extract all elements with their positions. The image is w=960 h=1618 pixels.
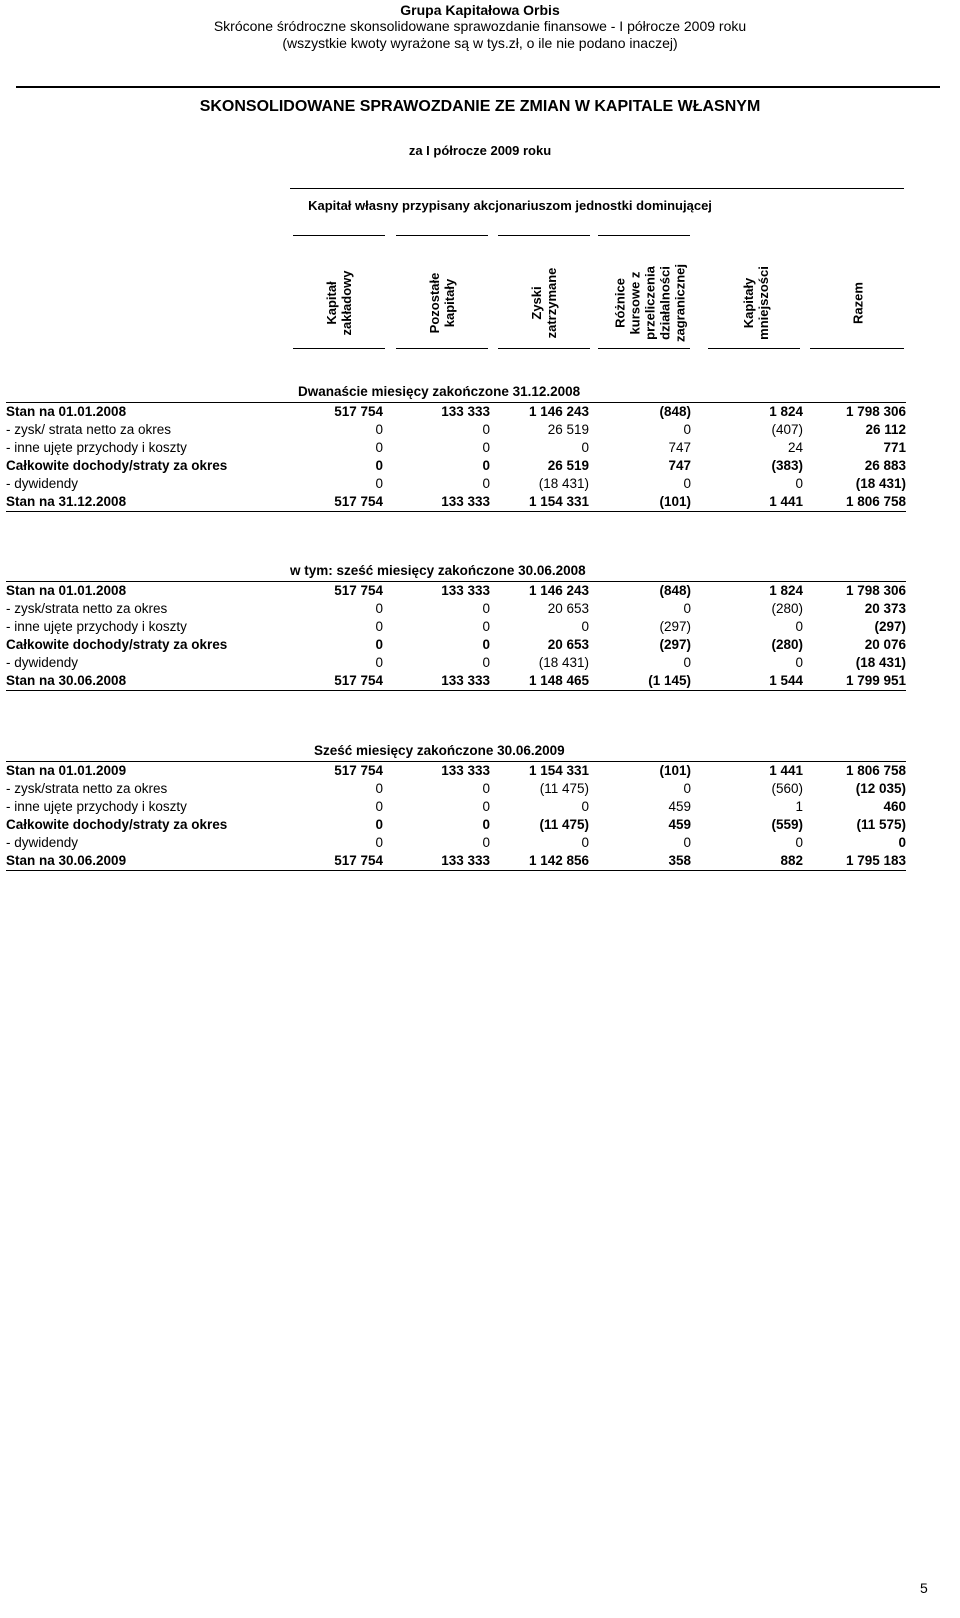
table-cell: (18 431) [855, 655, 906, 670]
table-cell: 0 [795, 476, 803, 491]
table-cell: 771 [883, 440, 906, 455]
table-cell: 24 [787, 440, 803, 455]
col-header-rule [293, 348, 385, 349]
group-header: Kapitał własny przypisany akcjonariuszom jednostki dominującej [308, 198, 712, 213]
units-note: (wszystkie kwoty wyrażone są w tys.zł, o ile nie podano inaczej) [282, 35, 678, 51]
table-cell: 0 [375, 817, 383, 832]
col-header-rule [396, 348, 488, 349]
table-cell: 1 798 306 [845, 404, 906, 419]
table-row [6, 457, 906, 475]
report-name: Skrócone śródroczne skonsolidowane sprawozdanie finansowe - I półrocze 2009 roku [213, 18, 747, 34]
table-cell: 1 799 951 [845, 673, 906, 688]
row-label: - zysk/strata netto za okres [6, 781, 168, 796]
group-rule [598, 235, 690, 236]
table-row [6, 402, 906, 421]
table-cell: 26 519 [547, 458, 589, 473]
table-cell: 0 [683, 476, 691, 491]
table-cell: 0 [683, 601, 691, 616]
table-cell: 882 [780, 853, 803, 868]
table-row [6, 600, 906, 618]
table-row [6, 618, 906, 636]
table-cell: 517 754 [334, 763, 383, 778]
row-label: - inne ujęte przychody i koszty [6, 440, 187, 455]
table-cell: 133 333 [441, 673, 490, 688]
table-cell: 1 441 [769, 763, 803, 778]
table-cell: 26 883 [864, 458, 906, 473]
table-cell: 0 [581, 799, 589, 814]
table-cell: 133 333 [441, 583, 490, 598]
group-rule [498, 235, 590, 236]
table-cell: 0 [375, 799, 383, 814]
page-number: 5 [920, 1580, 928, 1596]
col-header-rule [598, 348, 690, 349]
table-row [6, 852, 906, 871]
col-header-minority: Kapitały mniejszości [741, 266, 771, 340]
table-cell: 0 [482, 835, 490, 850]
table-cell: 133 333 [441, 404, 490, 419]
table-cell: (383) [771, 458, 803, 473]
row-label: Całkowite dochody/straty za okres [6, 458, 228, 473]
col-header-fx-differences: Różnice kursowe z przeliczenia działalności zagranicznej [612, 263, 688, 343]
row-label: Stan na 01.01.2008 [6, 583, 127, 598]
section-table [6, 402, 906, 512]
table-cell: (280) [771, 637, 803, 652]
table-cell: (11 475) [539, 817, 589, 832]
table-cell: 26 112 [865, 422, 906, 437]
table-row [6, 654, 906, 672]
table-cell: 459 [668, 799, 691, 814]
table-cell: 1 154 331 [528, 763, 589, 778]
table-cell: 0 [482, 601, 490, 616]
table-cell: 517 754 [334, 673, 383, 688]
table-cell: 0 [795, 835, 803, 850]
table-cell: (297) [874, 619, 906, 634]
section-table [6, 581, 906, 691]
table-cell: 0 [482, 440, 490, 455]
statement-subtitle: za I półrocze 2009 roku [408, 143, 552, 158]
group-rule [293, 235, 385, 236]
table-cell: (280) [771, 601, 803, 616]
row-label: Stan na 31.12.2008 [6, 494, 127, 509]
table-cell: 0 [482, 637, 490, 652]
table-cell: 0 [482, 655, 490, 670]
table-cell: 0 [482, 476, 490, 491]
table-cell: 0 [683, 781, 691, 796]
table-cell: 0 [375, 655, 383, 670]
table-cell: 0 [375, 440, 383, 455]
table-cell: 20 373 [864, 601, 906, 616]
table-cell: 1 795 183 [845, 853, 906, 868]
table-cell: 1 148 465 [528, 673, 589, 688]
table-cell: 747 [668, 458, 691, 473]
table-cell: 0 [375, 458, 383, 473]
table-cell: 517 754 [334, 853, 383, 868]
row-label: - dywidendy [6, 476, 79, 491]
table-cell: 747 [668, 440, 691, 455]
table-cell: 0 [375, 835, 383, 850]
table-row [6, 780, 906, 798]
company-name: Grupa Kapitałowa Orbis [400, 2, 560, 18]
table-cell: 20 653 [547, 601, 589, 616]
table-row [6, 493, 906, 512]
row-label: - inne ujęte przychody i koszty [6, 619, 187, 634]
table-cell: (18 431) [855, 476, 906, 491]
col-header-retained-earnings: Zyski zatrzymane [529, 267, 559, 339]
table-cell: 1 824 [769, 583, 803, 598]
table-cell: (101) [659, 763, 691, 778]
table-cell: 0 [482, 619, 490, 634]
table-cell: 133 333 [441, 853, 490, 868]
table-row [6, 834, 906, 852]
table-cell: 0 [795, 619, 803, 634]
table-cell: (1 145) [648, 673, 691, 688]
table-cell: 0 [375, 619, 383, 634]
table-cell: 1 806 758 [845, 763, 906, 778]
row-label: Stan na 01.01.2008 [6, 404, 127, 419]
table-cell: (12 035) [855, 781, 906, 796]
col-header-rule [498, 348, 590, 349]
table-cell: 26 519 [547, 422, 589, 437]
row-label: - zysk/ strata netto za okres [6, 422, 172, 437]
table-row [6, 672, 906, 691]
table-cell: 0 [581, 619, 589, 634]
table-cell: 1 544 [769, 673, 803, 688]
table-cell: 460 [883, 799, 906, 814]
table-cell: 1 146 243 [528, 583, 589, 598]
table-cell: (101) [659, 494, 691, 509]
row-label: Stan na 30.06.2009 [6, 853, 127, 868]
table-cell: (848) [659, 583, 691, 598]
header-rule [16, 86, 940, 88]
col-header-rule [708, 348, 800, 349]
row-label: - inne ujęte przychody i koszty [6, 799, 187, 814]
column-header-top-rule [290, 188, 904, 189]
table-cell: 0 [375, 781, 383, 796]
table-cell: (848) [659, 404, 691, 419]
table-cell: 133 333 [441, 494, 490, 509]
table-cell: 1 142 856 [528, 853, 589, 868]
col-header-total: Razem [850, 282, 866, 324]
table-cell: 0 [683, 655, 691, 670]
table-row [6, 475, 906, 493]
table-cell: (297) [659, 619, 691, 634]
table-cell: 1 [795, 799, 803, 814]
table-cell: 0 [683, 422, 691, 437]
table-cell: 1 154 331 [528, 494, 589, 509]
row-label: Całkowite dochody/straty za okres [6, 637, 228, 652]
table-cell: (297) [659, 637, 691, 652]
table-cell: 1 441 [769, 494, 803, 509]
table-cell: 1 798 306 [845, 583, 906, 598]
row-label: Stan na 30.06.2008 [6, 673, 127, 688]
table-row [6, 421, 906, 439]
table-cell: 0 [795, 655, 803, 670]
table-cell: 459 [668, 817, 691, 832]
group-rule [396, 235, 488, 236]
table-cell: 0 [482, 458, 490, 473]
table-cell: (11 575) [856, 817, 906, 832]
table-cell: 1 806 758 [845, 494, 906, 509]
col-header-share-capital: Kapitał zakładowy [324, 270, 354, 336]
section-table [6, 761, 906, 871]
col-header-rule [810, 348, 904, 349]
table-cell: (560) [771, 781, 803, 796]
table-cell: 133 333 [441, 763, 490, 778]
table-cell: (11 475) [539, 781, 589, 796]
table-row [6, 636, 906, 654]
table-cell: (559) [771, 817, 803, 832]
table-cell: 0 [581, 440, 589, 455]
statement-title: SKONSOLIDOWANE SPRAWOZDANIE ZE ZMIAN W KAPITALE WŁASNYM [199, 98, 761, 115]
table-cell: (407) [771, 422, 803, 437]
table-row [6, 581, 906, 600]
table-cell: 0 [482, 817, 490, 832]
row-label: Stan na 01.01.2009 [6, 763, 127, 778]
row-label: - zysk/strata netto za okres [6, 601, 168, 616]
table-cell: 0 [482, 799, 490, 814]
table-cell: 20 076 [864, 637, 906, 652]
row-label: - dywidendy [6, 835, 79, 850]
table-row [6, 816, 906, 834]
table-cell: 358 [668, 853, 691, 868]
table-cell: 0 [482, 422, 490, 437]
table-cell: 0 [375, 601, 383, 616]
table-cell: 1 146 243 [528, 404, 589, 419]
row-label: Całkowite dochody/straty za okres [6, 817, 228, 832]
table-cell: 1 824 [769, 404, 803, 419]
table-row [6, 439, 906, 457]
table-row [6, 798, 906, 816]
table-cell: 0 [375, 422, 383, 437]
table-row [6, 761, 906, 780]
table-cell: 517 754 [334, 404, 383, 419]
table-cell: 0 [375, 476, 383, 491]
table-cell: (18 431) [538, 476, 589, 491]
table-cell: 0 [683, 835, 691, 850]
col-header-other-capital: Pozostałe kapitały [427, 272, 457, 334]
table-cell: 517 754 [334, 583, 383, 598]
table-cell: 0 [898, 835, 906, 850]
table-cell: 0 [581, 835, 589, 850]
table-cell: 20 653 [547, 637, 589, 652]
section-title: w tym: sześć miesięcy zakończone 30.06.2008 [290, 563, 586, 578]
section-title: Dwanaście miesięcy zakończone 31.12.2008 [298, 384, 581, 399]
table-cell: 0 [482, 781, 490, 796]
section-title: Sześć miesięcy zakończone 30.06.2009 [314, 743, 565, 758]
row-label: - dywidendy [6, 655, 79, 670]
table-cell: 0 [375, 637, 383, 652]
table-cell: (18 431) [538, 655, 589, 670]
table-cell: 517 754 [334, 494, 383, 509]
